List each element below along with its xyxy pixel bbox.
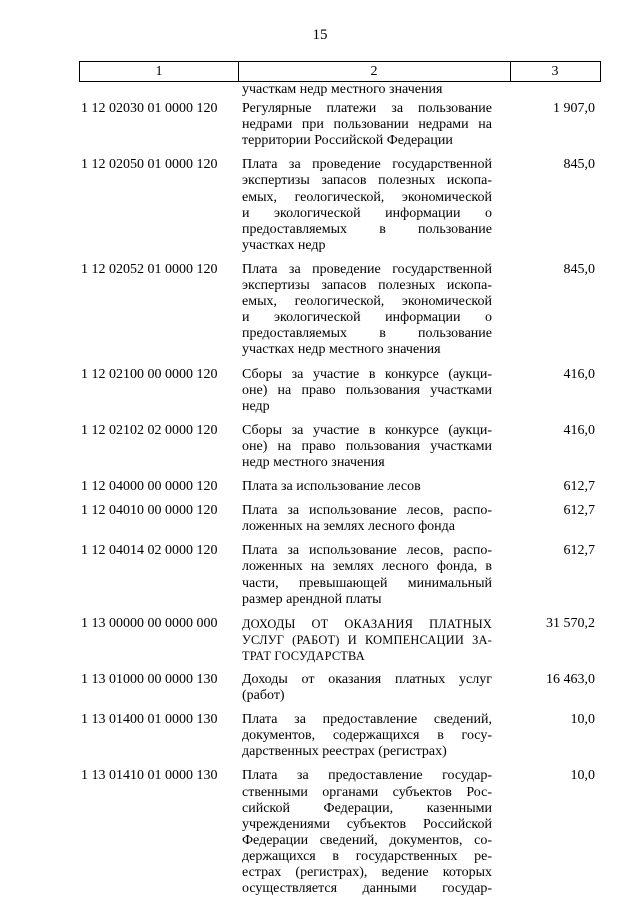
row-name <box>240 768 492 897</box>
row-name-line: УСЛУГ (РАБОТ) И КОМПЕНСАЦИИ ЗА- <box>242 632 492 647</box>
row-name-line: Плата за предоставление сведений, <box>242 712 492 728</box>
row-code: 1 12 02100 00 0000 120 <box>81 366 218 382</box>
row-code: 1 13 01400 01 0000 130 <box>81 712 218 728</box>
row-code: 1 12 04010 00 0000 120 <box>81 503 218 519</box>
row-name-line: участках недр <box>242 237 326 253</box>
row-name-line: ложенных на землях лесного фонда <box>242 519 456 535</box>
row-code: 1 12 02030 01 0000 120 <box>81 101 218 117</box>
row-name-line: участках недр местного значения <box>242 342 441 358</box>
row-name-line: и экологической информации о <box>242 205 492 221</box>
row-name-line: Плата за предоставление государ- <box>242 768 492 784</box>
row-sum: 1 907,0 <box>553 101 595 117</box>
row-code: 1 12 02050 01 0000 120 <box>81 157 218 173</box>
row-sum: 612,7 <box>563 503 595 519</box>
row-code: 1 12 04014 02 0000 120 <box>81 543 218 559</box>
row-name-line: (работ) <box>242 688 285 704</box>
table-row <box>79 503 601 535</box>
row-name-line: части, превышающей минимальный <box>242 575 492 591</box>
row-name <box>240 262 492 359</box>
table-row <box>79 367 601 415</box>
row-name-line: емых, геологической, экономической <box>242 189 492 205</box>
row-name <box>240 367 492 415</box>
row-name <box>240 672 492 704</box>
row-name-line: оне) на право пользования участками <box>242 438 492 454</box>
table-body <box>79 82 601 897</box>
row-sum: 845,0 <box>563 157 595 173</box>
row-name <box>240 479 492 495</box>
row-sum: 31 570,2 <box>546 615 595 631</box>
row-name-line: предоставляемых в пользование <box>242 221 492 237</box>
table-row <box>79 768 601 897</box>
row-name-line: держащихся в государственных ре- <box>242 848 492 864</box>
continuation-row <box>79 82 601 98</box>
row-name-line: ственными органами субъектов Рос- <box>242 784 492 800</box>
row-name-line: Плата за использование лесов, распо- <box>242 503 492 519</box>
row-code: 1 13 01000 00 0000 130 <box>81 672 218 687</box>
row-name-line: оне) на право пользования участками <box>242 382 492 398</box>
row-name-line: ложенных на землях лесного фонда, в <box>242 559 492 575</box>
table-row <box>79 479 601 495</box>
header-col-code: 1 <box>80 62 239 81</box>
row-name-line: емых, геологической, экономической <box>242 294 492 310</box>
table-row <box>79 672 601 704</box>
row-name-line: экспертизы запасов полезных ископа- <box>242 173 492 189</box>
row-name-line: Сборы за участие в конкурсе (аукци- <box>242 422 492 438</box>
table-row <box>79 423 601 471</box>
row-name <box>240 423 492 471</box>
row-name <box>240 503 492 535</box>
row-name-line: Плата за проведение государственной <box>242 157 492 173</box>
page-number: 15 <box>312 27 328 43</box>
row-name-line: осуществляется данными государ- <box>242 881 492 897</box>
row-name-line: учреждениями субъектов Российской <box>242 816 492 832</box>
row-code: 1 12 04000 00 0000 120 <box>81 479 218 495</box>
table-row <box>79 101 601 149</box>
row-name-line: дарственных реестрах (регистрах) <box>242 744 447 760</box>
row-name-line: Сборы за участие в конкурсе (аукци- <box>242 366 492 382</box>
table-row <box>79 543 601 607</box>
row-name <box>240 82 492 98</box>
row-sum: 16 463,0 <box>546 672 595 687</box>
row-name <box>240 101 492 149</box>
row-name-line: Федерации сведений, документов, со- <box>242 832 492 848</box>
row-name <box>240 157 492 254</box>
row-name-line: естрах (регистрах), ведение которых <box>242 865 492 881</box>
row-name-line: ДОХОДЫ ОТ ОКАЗАНИЯ ПЛАТНЫХ <box>242 616 492 631</box>
row-name-line: недрами при пользовании недрами на <box>242 117 492 133</box>
row-code: 1 12 02052 01 0000 120 <box>81 261 218 277</box>
row-sum: 416,0 <box>563 366 595 382</box>
row-name-line: экспертизы запасов полезных ископа- <box>242 278 492 294</box>
row-name <box>240 712 492 760</box>
row-name-line: документов, содержащихся в госу- <box>242 728 492 744</box>
row-name-line: и экологической информации о <box>242 310 492 326</box>
row-name-line: недр <box>242 398 270 414</box>
row-name <box>240 616 492 664</box>
table-header <box>79 61 601 82</box>
header-col-sum: 3 <box>551 64 559 79</box>
row-name-line: участкам недр местного значения <box>242 82 443 97</box>
row-code <box>79 82 240 98</box>
row-sum <box>492 82 601 98</box>
row-name-line: Плата за использование лесов <box>242 479 421 495</box>
row-sum: 612,7 <box>563 543 595 559</box>
row-name-line: предоставляемых в пользование <box>242 326 492 342</box>
row-code: 1 12 02102 02 0000 120 <box>81 422 218 438</box>
row-sum: 845,0 <box>563 261 595 277</box>
row-name-line: Плата за использование лесов, распо- <box>242 543 492 559</box>
row-name-line: Плата за проведение государственной <box>242 261 492 277</box>
table-row <box>79 262 601 359</box>
row-sum: 10,0 <box>570 768 595 784</box>
row-name-line: сийской Федерации, казенными <box>242 800 492 816</box>
table-row <box>79 712 601 760</box>
header-col-name: 2 <box>238 62 511 81</box>
row-code: 1 13 01410 01 0000 130 <box>81 768 218 784</box>
row-sum: 10,0 <box>570 712 595 728</box>
row-code: 1 13 00000 00 0000 000 <box>81 615 218 631</box>
table-row <box>79 157 601 254</box>
row-name <box>240 543 492 607</box>
row-name-line: недр местного значения <box>242 454 385 470</box>
row-sum: 612,7 <box>563 479 595 495</box>
table-row <box>79 616 601 664</box>
row-name-line: ТРАТ ГОСУДАРСТВА <box>242 648 365 663</box>
row-name-line: территории Российской Федерации <box>242 133 453 149</box>
row-sum: 416,0 <box>563 422 595 438</box>
row-name-line: размер арендной платы <box>242 591 382 607</box>
row-name-line: Регулярные платежи за пользование <box>242 101 492 117</box>
row-name-line: Доходы от оказания платных услуг <box>242 672 492 687</box>
